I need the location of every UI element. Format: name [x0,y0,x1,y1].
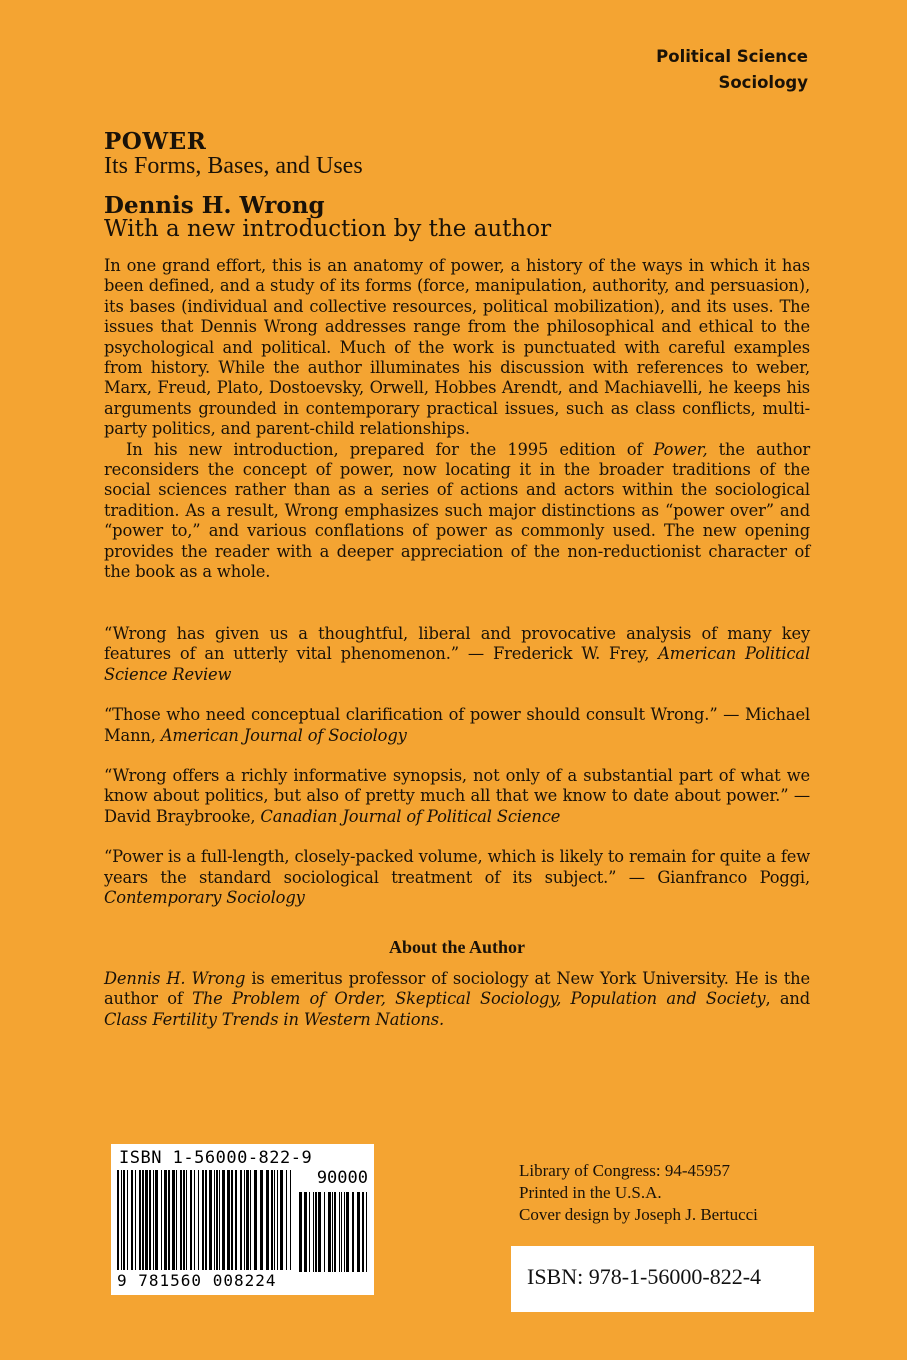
review-quote: “Power is a full-length, closely-packed volume, which is likely to remain for quite a few years the standard sociological treatment of its subject.” — Gianfranco Poggi, Contemporary Sociology [104,847,810,908]
intro-note: With a new introduction by the author [104,216,552,242]
category-political-science: Political Science [656,47,808,66]
barcode [111,1144,374,1295]
library-of-congress: Library of Congress: 94-45957 [519,1161,731,1180]
subject-categories [656,44,808,96]
review-quote: “Wrong has given us a thoughtful, liberal and provocative analysis of many key features of an utterly vital phenomenon.” — Frederick W. Frey, American Political Science Review [104,624,810,684]
cover-design: Cover design by Joseph J. Bertucci [519,1205,758,1224]
publication-info [519,1160,758,1226]
barcode-isbn-label: ISBN 1-56000-822-9 [119,1148,313,1168]
review-quote: “Those who need conceptual clarification of power should consult Wrong.” — Michael Mann, American Journal of Sociology [104,705,810,745]
description-paragraph-2: In his new introduction, prepared for the 1995 edition of Power, the author reconsiders the concept of power, now locating it in the broader traditions of the social sciences rather than as a series of actions and actors within the sociological tradition. As a result, Wrong emphasizes such major distinctions as “power over” and “power to,” and various conflations of power as commonly used. The new opening provides the reader with a deeper appreciation of the non-reductionist character of the book as a whole. [104,439,810,582]
author-name: Dennis H. Wrong [104,192,325,219]
barcode-digits: 9 781560 008224 [117,1271,277,1290]
book-subtitle: Its Forms, Bases, and Uses [104,153,363,179]
description [104,256,810,583]
review-quote: “Wrong offers a richly informative synopsis, not only of a substantial part of what we know about politics, but also of pretty much all that we know to date about power.” — David Braybrooke, Canadian Journal of Political Science [104,766,810,826]
barcode-bars [117,1170,293,1270]
category-sociology: Sociology [718,73,808,92]
isbn-13: ISBN: 978-1-56000-822-4 [527,1264,762,1289]
about-author-heading: About the Author [388,937,526,957]
barcode-price-code: 90000 [316,1168,368,1188]
review-quotes [104,624,810,928]
book-title: POWER [104,128,207,155]
printed-in: Printed in the U.S.A. [519,1183,662,1202]
about-author-text: Dennis H. Wrong is emeritus professor of sociology at New York University. He is the author of The Problem of Order, Skeptical Sociology, Population and Society, and Class Fertility Trends in Western Nations. [104,969,810,1029]
isbn-box [511,1246,814,1312]
barcode-addon-bars [299,1192,367,1272]
description-paragraph-1: In one grand effort, this is an anatomy of power, a history of the ways in which it has been defined, and a study of its forms (force, manipulation, authority, and persuasion), its bases (individual and collective resources, political mobilization), and its uses. The issues that Dennis Wrong addresses range from the philosophical and ethical to the psychological and political. Much of the work is punctuated with careful examples from history. While the author illuminates his discussion with references to weber, Marx, Freud, Plato, Dostoevsky, Orwell, Hobbes Arendt, and Machiavelli, he keeps his arguments grounded in contemporary practical issues, such as class conflicts, multi-party politics, and parent-child relationships. [104,256,810,439]
